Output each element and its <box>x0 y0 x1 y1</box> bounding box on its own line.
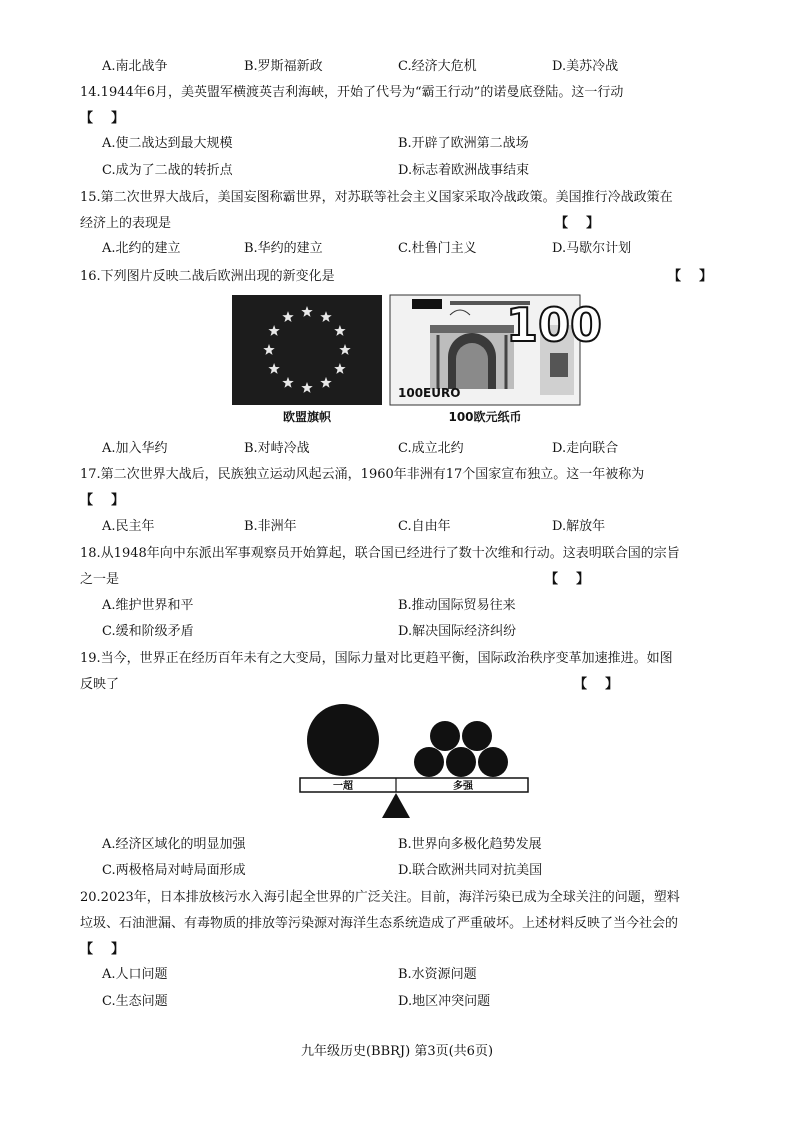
q16-option-d: D.走向联合 <box>552 441 619 456</box>
q16-answer-bracket: 【 】 <box>668 269 713 284</box>
q15-option-d: D.马歇尔计划 <box>552 241 632 256</box>
q17-answer-bracket: 【 】 <box>80 493 125 508</box>
q13-option-a: A.南北战争 <box>102 59 168 74</box>
q20-option-a: A.人口问题 <box>102 967 168 982</box>
q19-answer-bracket: 【 】 <box>574 677 619 692</box>
page-footer: 九年级历史(BBRJ) 第3页(共6页) <box>300 1044 494 1059</box>
q13-option-d: D.美苏冷战 <box>552 59 619 74</box>
q18-answer-bracket: 【 】 <box>545 572 590 587</box>
caption-euro-note: 100欧元纸币 <box>448 410 522 424</box>
q19-stem: 19.当今，世界正在经历百年未有之大变局，国际力量对比更趋平衡，国际政治秩序变革加速推进。如图 <box>80 651 673 666</box>
q14-option-b: B.开辟了欧洲第二战场 <box>398 136 529 151</box>
q13-option-c: C.经济大危机 <box>398 59 477 74</box>
q14-answer-bracket: 【 】 <box>80 111 125 126</box>
q16-option-b: B.对峙冷战 <box>244 441 310 456</box>
q19-option-b: B.世界向多极化趋势发展 <box>398 837 542 852</box>
q13-option-b: B.罗斯福新政 <box>244 59 323 74</box>
q16-option-a: A.加入华约 <box>102 441 168 456</box>
q15-option-c: C.杜鲁门主义 <box>398 241 477 256</box>
q14-option-c: C.成为了二战的转折点 <box>102 163 233 178</box>
q20-stem: 20.2023年，日本排放核污水入海引起全世界的广泛关注。目前，海洋污染已成为全球关注的问题，塑料 <box>80 890 680 905</box>
q15-stem: 15.第二次世界大战后，美国妄图称霸世界，对苏联等社会主义国家采取冷战政策。美国推行冷战政策在 <box>80 190 673 205</box>
note-denomination-small: 100EURO <box>398 386 461 400</box>
q19-option-c: C.两极格局对峙局面形成 <box>102 863 246 878</box>
q20-stem-2: 垃圾、石油泄漏、有毒物质的排放等污染源对海洋生态系统造成了严重破坏。上述材料反映了当今社会的 <box>80 916 679 931</box>
label-multiple-powers: 多强 <box>453 781 473 792</box>
q16-stem: 16.下列图片反映二战后欧洲出现的新变化是 <box>80 269 335 284</box>
q20-option-b: B.水资源问题 <box>398 967 477 982</box>
q20-answer-bracket: 【 】 <box>80 942 125 957</box>
q14-option-a: A.使二战达到最大规模 <box>102 136 233 151</box>
q15-stem-2: 经济上的表现是 <box>80 216 172 231</box>
q20-option-c: C.生态问题 <box>102 994 168 1009</box>
q14-stem: 14.1944年6月，美英盟军横渡英吉利海峡，开始了代号为“霸王行动”的诺曼底登陆。这一行动 <box>80 85 624 100</box>
q17-option-a: A.民主年 <box>102 519 155 534</box>
q19-option-a: A.经济区域化的明显加强 <box>102 837 246 852</box>
eu-flag-image <box>232 295 382 405</box>
q18-stem-2: 之一是 <box>80 572 120 587</box>
q17-option-c: C.自由年 <box>398 519 451 534</box>
note-denomination-large: 100 <box>506 298 603 352</box>
q18-option-b: B.推动国际贸易往来 <box>398 598 516 613</box>
q19-option-d: D.联合欧洲共同对抗美国 <box>398 863 543 878</box>
balance-scale-icon <box>298 700 530 825</box>
q20-option-d: D.地区冲突问题 <box>398 994 491 1009</box>
q17-option-b: B.非洲年 <box>244 519 297 534</box>
q18-option-a: A.维护世界和平 <box>102 598 194 613</box>
q17-stem: 17.第二次世界大战后，民族独立运动风起云涌，1960年非洲有17个国家宣布独立。这一年被称为 <box>80 467 645 482</box>
q16-option-c: C.成立北约 <box>398 441 464 456</box>
caption-eu-flag: 欧盟旗帜 <box>282 410 331 424</box>
q14-option-d: D.标志着欧洲战事结束 <box>398 163 530 178</box>
q15-answer-bracket: 【 】 <box>555 216 600 231</box>
q18-option-d: D.解决国际经济纠纷 <box>398 624 517 639</box>
q18-stem: 18.从1948年向中东派出军事观察员开始算起，联合国已经进行了数十次维和行动。这表明联合国的宗旨 <box>80 546 680 561</box>
q15-option-a: A.北约的建立 <box>102 241 181 256</box>
euro-banknote-image <box>390 295 603 405</box>
q18-option-c: C.缓和阶级矛盾 <box>102 624 194 639</box>
q17-option-d: D.解放年 <box>552 519 606 534</box>
label-one-superpower: 一超 <box>333 781 353 792</box>
balance-scale-figure <box>298 700 530 825</box>
q15-option-b: B.华约的建立 <box>244 241 323 256</box>
q19-stem-2: 反映了 <box>80 677 120 692</box>
euro-banknote-icon <box>390 295 603 405</box>
eu-flag-icon <box>232 295 382 405</box>
